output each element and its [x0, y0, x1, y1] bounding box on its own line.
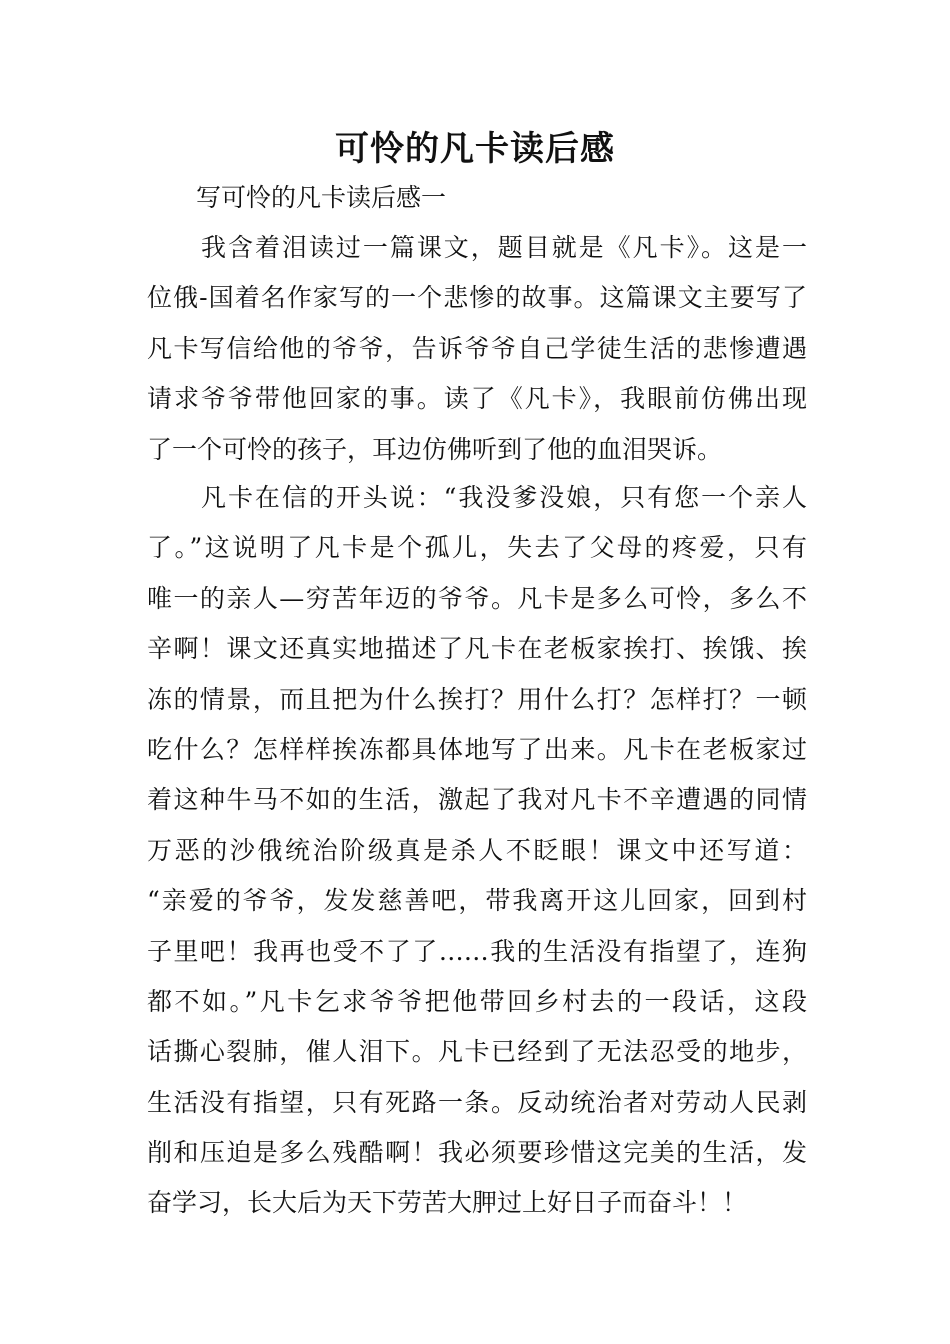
paragraph-1	[147, 223, 807, 475]
paragraph-line: 话撕心裂肺，催人泪下。凡卡已经到了无法忍受的地步，	[147, 1037, 807, 1067]
paragraph-line: 请求爷爷带他回家的事。读了《凡卡》，我眼前仿佛出现	[147, 384, 807, 414]
paragraph-line: 辛啊！课文还真实地描述了凡卡在老板家挨打、挨饿、挨	[147, 634, 807, 664]
paragraph-line: 子里吧！我再也受不了了……我的生活没有指望了，连狗	[147, 936, 807, 966]
paragraph-line: 唯一的亲人—穷苦年迈的爷爷。凡卡是多么可怜，多么不	[147, 583, 807, 613]
paragraph-line: 生活没有指望，只有死路一条。反动统治者对劳动人民剥	[147, 1087, 807, 1117]
paragraph-line: 了。”这说明了凡卡是个孤儿，失去了父母的疼爱，只有	[147, 533, 807, 563]
paragraph-line: 了一个可怜的孩子，耳边仿佛听到了他的血泪哭诉。	[147, 434, 723, 464]
paragraph-line: 都不如。”凡卡乞求爷爷把他带回乡村去的一段话，这段	[147, 986, 807, 1016]
paragraph-line: 削和压迫是多么残酷啊！我必须要珍惜这完美的生活，发	[147, 1138, 807, 1168]
paragraph-line: “亲爱的爷爷，发发慈善吧，带我离开这儿回家，回到村	[147, 886, 807, 916]
paragraph-line: 凡卡在信的开头说：“我没爹没娘，只有您一个亲人	[201, 483, 807, 512]
document-subtitle: 写可怜的凡卡读后感一	[196, 183, 447, 212]
paragraph-line: 冻的情景，而且把为什么挨打？用什么打？怎样打？一顿	[147, 684, 807, 714]
paragraph-line: 我含着泪读过一篇课文，题目就是《凡卡》。这是一	[201, 233, 807, 262]
paragraph-line: 奋学习，长大后为天下劳苦大胛过上好日子而奋斗！！	[147, 1188, 748, 1218]
paragraph-line: 万恶的沙俄统治阶级真是杀人不眨眼！课文中还写道：	[147, 835, 807, 865]
paragraph-line: 吃什么？怎样样挨冻都具体地写了出来。凡卡在老板家过	[147, 734, 807, 764]
paragraph-line: 凡卡写信给他的爷爷，告诉爷爷自己学徒生活的悲惨遭遇	[147, 333, 807, 363]
paragraph-2	[147, 473, 807, 1229]
paragraph-line: 着这种牛马不如的生活，激起了我对凡卡不辛遭遇的同情	[147, 785, 807, 815]
document-title: 可怜的凡卡读后感	[335, 129, 615, 169]
paragraph-line: 位俄-国着名作家写的一个悲惨的故事。这篇课文主要写了	[147, 283, 807, 313]
